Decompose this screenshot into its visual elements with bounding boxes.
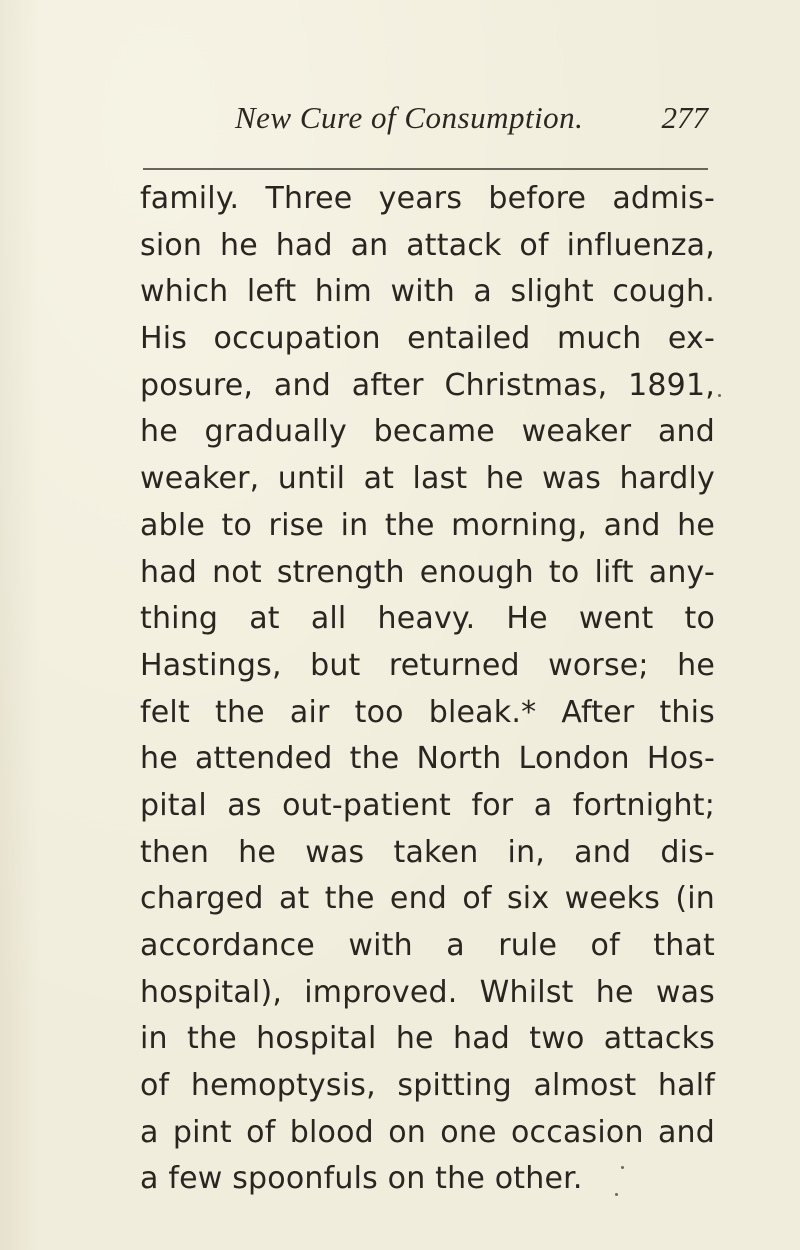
running-title: New Cure of Consumption.: [235, 100, 584, 135]
running-head: [140, 100, 710, 140]
text-line: pital as out-patient for a fortnight;: [140, 787, 715, 823]
text-line: thing at all heavy. He went to: [140, 601, 715, 637]
page-number: 277: [661, 100, 708, 135]
text-line: had not strength enough to lift any-: [140, 554, 715, 590]
text-line: which left him with a slight cough.: [140, 274, 715, 310]
text-line: of hemoptysis, spitting almost half: [140, 1068, 715, 1104]
text-line: then he was taken in, and dis-: [140, 834, 715, 870]
text-line: posure, and after Christmas, 1891,: [140, 367, 715, 403]
text-line: sion he had an attack of influenza,: [140, 227, 715, 263]
text-line: in the hospital he had two attacks: [140, 1021, 715, 1057]
paper-speck: [615, 1193, 618, 1196]
text-line: family. Three years before admis-: [140, 181, 715, 216]
text-line: a pint of blood on one occasion and: [140, 1114, 715, 1150]
text-line: weaker, until at last he was hardly: [140, 461, 715, 497]
header-rule: [143, 168, 708, 170]
text-line: His occupation entailed much ex-: [140, 321, 715, 357]
text-line: able to rise in the morning, and he: [140, 507, 715, 543]
text-line: accordance with a rule of that: [140, 928, 715, 963]
text-line: charged at the end of six weeks (in: [140, 881, 715, 917]
text-line: he attended the North London Hos-: [140, 741, 715, 777]
body-text: [140, 176, 715, 1203]
text-line: a few spoonfuls on the other.: [140, 1161, 583, 1197]
text-line: Hastings, but returned worse; he: [140, 647, 715, 683]
paper-speck: [621, 1166, 624, 1169]
paper-speck: [718, 394, 721, 397]
text-line: felt the air too bleak.* After this: [140, 694, 715, 730]
text-line: hospital), improved. Whilst he was: [140, 974, 715, 1010]
text-line: he gradually became weaker and: [140, 414, 715, 450]
